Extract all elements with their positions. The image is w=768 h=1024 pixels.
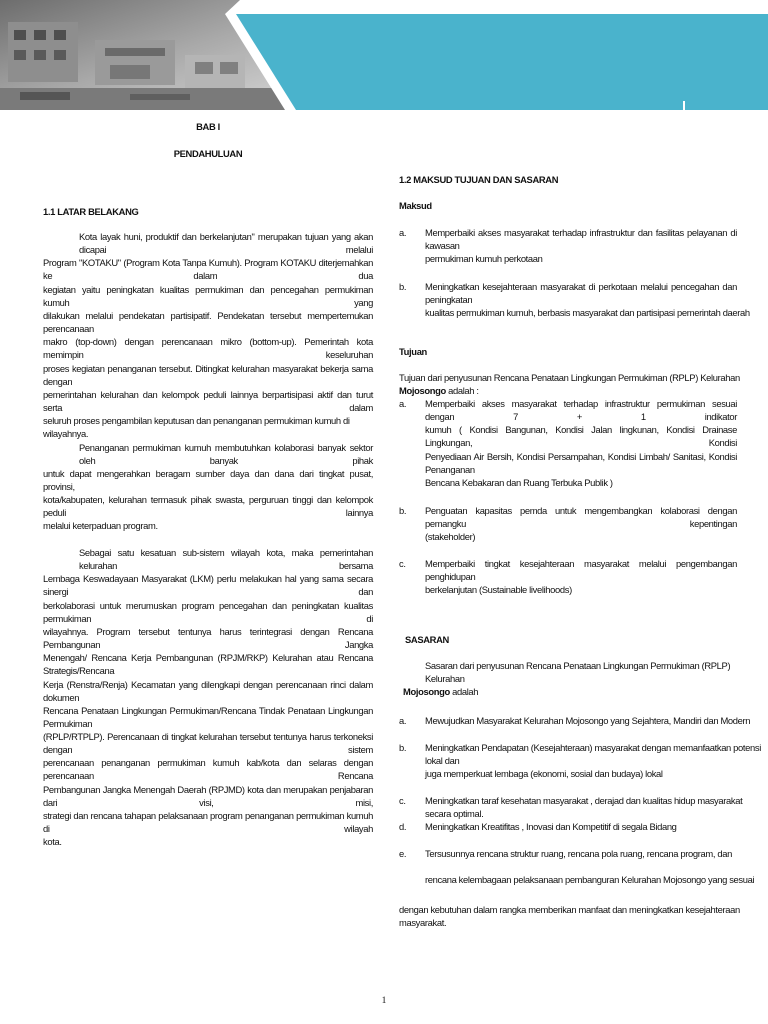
list-marker: b. bbox=[399, 505, 407, 516]
list-marker: c. bbox=[399, 795, 406, 806]
list-item-line: Penyediaan Air Bersih, Kondisi Persampahan, Kondisi Limbah/ Sanitasi, Kondisi Penanganan bbox=[425, 450, 737, 475]
list-item-line: Meningkatkan Pendapatan (Kesejahteraan) masyarakat dengan memanfaatkan potensi lokal dan bbox=[425, 742, 761, 766]
paragraph-line: proses kegiatan penanganan tersebut. Ditingkat kelurahan masyarakat bekerja sama dengan bbox=[43, 362, 373, 387]
paragraph-line: makro (top-down) dengan perencanaan mikro (bottom-up). Pemerintah kota memimpin keseluruhan bbox=[43, 336, 373, 361]
paragraph-line: Kerja (Renstra/Renja) Kecamatan yang dilengkapi dengan perencanaan rinci dalam dokumen bbox=[43, 678, 373, 703]
paragraph-line: kota. bbox=[43, 836, 62, 848]
subheading-tujuan: Tujuan bbox=[399, 346, 427, 357]
list-item-line: Memperbaiki akses masyarakat terhadap infrastruktur permukiman sesuai dengan 7 + 1 indikator bbox=[425, 398, 737, 422]
paragraph-line: Program "KOTAKU" (Program Kota Tanpa Kumuh). Program KOTAKU diterjemahkan ke dalam dua bbox=[43, 257, 373, 282]
list-item-line: permukiman kumuh perkotaan bbox=[425, 253, 543, 265]
list-item-line: Memperbaiki akses masyarakat terhadap infrastruktur dan fasilitas pelayanan di kawasan bbox=[425, 227, 737, 251]
list-item-line: berkelanjutan (Sustainable livelihoods) bbox=[425, 584, 572, 596]
list-marker: b. bbox=[399, 281, 407, 292]
list-item-line: rencana kelembagaan pelaksanaan pembanguran Kelurahan Mojosongo yang sesuai bbox=[425, 874, 755, 886]
paragraph-line: Pembangunan Jangka Menengah Daerah (RPJMD) kota dan merupakan penjabaran dari visi, misi, bbox=[43, 783, 373, 808]
paragraph-line: untuk dapat mengerahkan beragam sumber daya dan dana dari tingkat pusat, provinsi, bbox=[43, 467, 373, 492]
list-item-line: (stakeholder) bbox=[425, 531, 476, 543]
list-marker: a. bbox=[399, 715, 407, 726]
list-marker: e. bbox=[399, 848, 407, 859]
section-heading-maksud: 1.2 MAKSUD TUJUAN DAN SASARAN bbox=[399, 174, 559, 185]
paragraph-line: wilayahnya. Program tersebut tentunya harus terintegrasi dengan Rencana Pembangunan Jangka bbox=[43, 625, 373, 650]
list-item-line: kualitas permukiman kumuh, berbasis masyarakat dan partisipasi pemerintah daerah bbox=[425, 307, 750, 319]
paragraph-line: pemerintahan kelurahan dan kelompok peduli lainnya berpartisipasi aktif dan turut serta dalam bbox=[43, 388, 373, 413]
subheading-sasaran: SASARAN bbox=[405, 634, 449, 645]
list-item-line: juga memperkuat lembaga (ekonomi, sosial dan budaya) lokal bbox=[425, 768, 663, 780]
paragraph-line: melalui keterpaduan program. bbox=[43, 520, 158, 532]
paragraph-line: kota/kabupaten, kelurahan termasuk pihak swasta, perguruan tinggi dan kelompok peduli lainnya bbox=[43, 494, 373, 519]
list-item-line: Meningkatkan taraf kesehatan masyarakat , derajad dan kualitas hidup masyarakat secara optimal. bbox=[425, 795, 743, 819]
paragraph-line: (RPLP/RTPLP). Perencanaan di tingkat kelurahan tersebut tentunya harus terkoneksi dengan sistem bbox=[43, 731, 373, 756]
subheading-maksud: Maksud bbox=[399, 200, 432, 211]
sasaran-intro-2: Mojosongo adalah bbox=[403, 686, 479, 697]
paragraph-line: Kota layak huni, produktif dan berkelanjutan" merupakan tujuan yang akan dicapai melalui bbox=[79, 231, 373, 255]
list-marker: d. bbox=[399, 821, 407, 832]
paragraph-line: Sebagai satu kesatuan sub-sistem wilayah kota, maka pemerintahan kelurahan bersama bbox=[79, 547, 373, 571]
paragraph-line: strategi dan rencana tahapan pelaksanaan program penanganan permukiman kumuh di wilayah bbox=[43, 810, 373, 834]
list-item-line: Penguatan kapasitas pemda untuk mengembangkan kolaborasi dengan pemangku kepentingan bbox=[425, 505, 737, 529]
tujuan-intro: Tujuan dari penyusunan Rencana Penataan Lingkungan Permukiman (RPLP) Kelurahan Mojosongo adalah : bbox=[399, 372, 740, 396]
sasaran-closing: dengan kebutuhan dalam rangka memberikan manfaat dan meningkatkan kesejahteraan masyarakat. bbox=[399, 904, 740, 928]
paragraph-line: Rencana Penataan Lingkungan Permukiman/Rencana Tindak Penataan Lingkungan Permukiman bbox=[43, 704, 373, 729]
list-marker: a. bbox=[399, 398, 407, 409]
list-item-line: Meningkatkan Kreatifitas , Inovasi dan Kompetitif di segala Bidang bbox=[425, 821, 677, 832]
page-number: 1 bbox=[381, 996, 387, 1006]
list-marker: b. bbox=[399, 742, 407, 753]
paragraph-line: kegiatan yaitu peningkatan kualitas permukiman dan pencegahan permukiman kumuh yang bbox=[43, 283, 373, 308]
list-marker: a. bbox=[399, 227, 407, 238]
paragraph-line: Lembaga Keswadayaan Masyarakat (LKM) perlu melakukan hal yang sama secara sinergi dan bbox=[43, 573, 373, 598]
header-banner bbox=[0, 0, 768, 110]
list-item-line: Tersusunnya rencana struktur ruang, rencana pola ruang, rencana program, dan bbox=[425, 848, 732, 859]
sasaran-intro: Sasaran dari penyusunan Rencana Penataan Lingkungan Permukiman (RPLP) Kelurahan bbox=[425, 660, 731, 684]
list-item-line: Memperbaiki tingkat kesejahteraan masyarakat melalui pengembangan penghidupan bbox=[425, 558, 737, 582]
paragraph-line: berkolaborasi untuk merumuskan program pencegahan dan peningkatan kualitas permukiman di bbox=[43, 599, 373, 624]
chapter-number: BAB I bbox=[196, 121, 220, 132]
section-heading-latar-belakang: 1.1 LATAR BELAKANG bbox=[43, 206, 139, 217]
list-item-line: Mewujudkan Masyarakat Kelurahan Mojosongo yang Sejahtera, Mandiri dan Modern bbox=[425, 715, 751, 726]
list-item-line: Bencana Kebakaran dan Ruang Terbuka Publik ) bbox=[425, 476, 613, 488]
list-item-line: kumuh ( Kondisi Bangunan, Kondisi Jalan lingkunan, Kondisi Drainase Lingkungan, Kondisi bbox=[425, 424, 737, 449]
paragraph-line: dilakukan melalui pendekatan partisipatif. Pendekatan tersebut mempertemukan perencanaan bbox=[43, 309, 373, 334]
paragraph-line: perencanaan penanganan permukiman kumuh kab/kota dan selaras dengan perencanaan Rencana bbox=[43, 757, 373, 782]
chapter-title: PENDAHULUAN bbox=[173, 148, 243, 159]
list-marker: c. bbox=[399, 558, 406, 569]
list-item-line: Meningkatkan kesejahteraan masyarakat di perkotaan melalui pencegahan dan peningkatan bbox=[425, 281, 737, 305]
paragraph-line: Penanganan permukiman kumuh membutuhkan kolaborasi banyak sektor oleh banyak pihak bbox=[79, 441, 373, 466]
paragraph-line: Menengah/ Rencana Kerja Pembangunan (RPJM/RKP) Kelurahan atau Rencana Strategis/Rencana bbox=[43, 652, 373, 677]
paragraph-line: seluruh proses pengambilan keputusan dan penanganan permukiman kumuh di wilayahnya. bbox=[43, 415, 350, 440]
